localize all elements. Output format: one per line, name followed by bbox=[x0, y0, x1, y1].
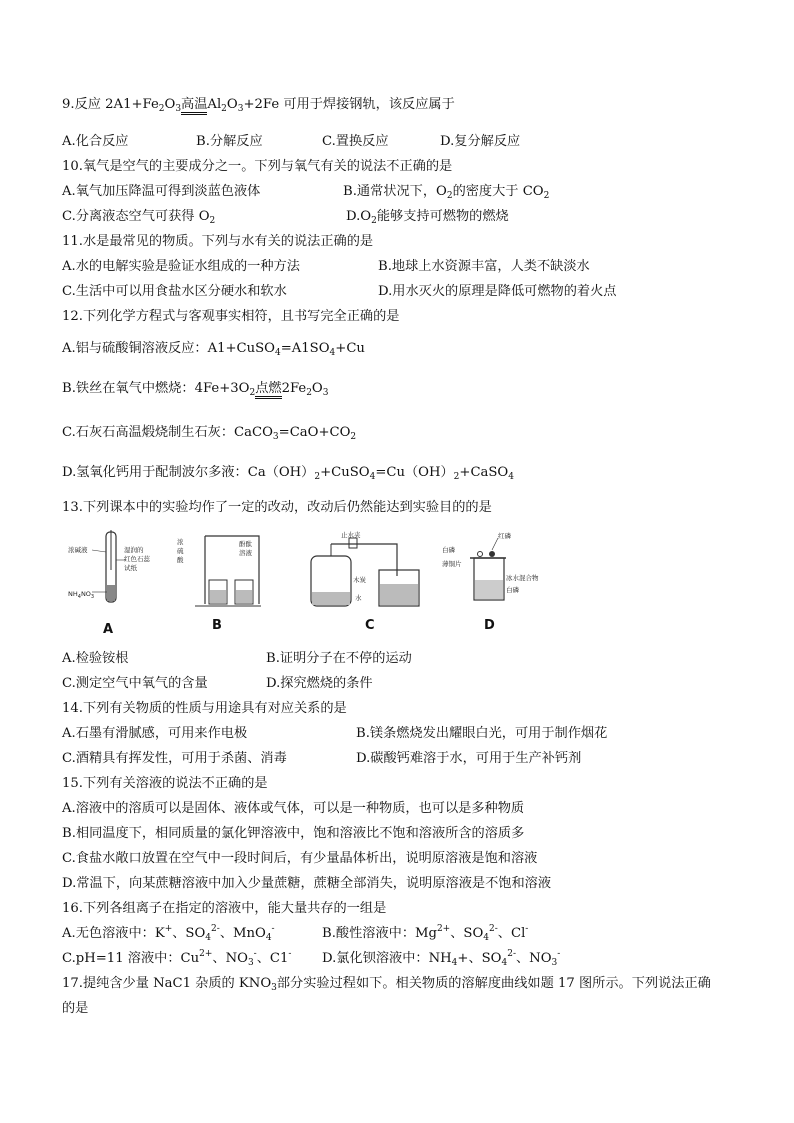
fig-b-label-5: 溶液 bbox=[239, 549, 252, 557]
q11-option-a: A.水的电解实验是验证水组成的一种方法 bbox=[62, 259, 300, 274]
q13-option-d: D.探究燃烧的条件 bbox=[266, 676, 373, 691]
q15-option-a: A.溶液中的溶质可以是固体、液体或气体，可以是一种物质，也可以是多种物质 bbox=[62, 801, 525, 816]
q14-stem: 14.下列有关物质的性质与用途具有对应关系的是 bbox=[62, 701, 347, 716]
q16-option-c: C.pH=11 溶液中：$Cu^{2+}$、$NO_3^-$、C1- bbox=[62, 949, 292, 968]
q16-stem: 16.下列各组离子在指定的溶液中，能大量共存的一组是 bbox=[62, 901, 387, 916]
q14-option-c: C.酒精具有挥发性，可用于杀菌、消毒 bbox=[62, 751, 287, 766]
fig-d-label-3: 薄铜片 bbox=[442, 560, 462, 568]
figure-a-label: A bbox=[103, 622, 114, 637]
q12-option-b: B.铁丝在氧气中燃烧：$4Fe+3O_2$点燃$2Fe_2O_3$ bbox=[62, 381, 329, 398]
figure-d-label: D bbox=[484, 618, 495, 633]
q16-option-d: D.氯化钡溶液中：$NH_4+$、$SO_4^{2-}$、$NO_3^-$ bbox=[322, 949, 561, 968]
fig-c-label-3: 水 bbox=[355, 594, 362, 602]
fig-d-label-2: 白磷 bbox=[442, 546, 455, 554]
fig-a-label-4: 试纸 bbox=[124, 564, 137, 572]
fig-c-label-1: 止水夹 bbox=[341, 531, 361, 539]
q13-stem: 13.下列课本中的实验均作了一定的改动，改动后仍然能达到实验目的的是 bbox=[62, 500, 492, 515]
q11-option-c: C.生活中可以用食盐水区分硬水和软水 bbox=[62, 284, 287, 299]
fig-b-label-4: 酚酞 bbox=[239, 540, 252, 548]
q9-option-a: A.化合反应 bbox=[62, 134, 129, 149]
q14-option-a: A.石墨有滑腻感，可用来作电极 bbox=[62, 726, 248, 741]
figure-b-label: B bbox=[212, 618, 222, 633]
q13-option-a: A.检验铵根 bbox=[62, 651, 129, 666]
svg-text:NH4NO3: $NH_4NO_3$ bbox=[68, 590, 95, 600]
q15-option-b: B.相同温度下，相同质量的氯化钾溶液中，饱和溶液比不饱和溶液所含的溶质多 bbox=[62, 826, 525, 841]
q9-stem: 9.反应 $2A1+Fe_2O_3$高温$Al_2O_3+2Fe$ 可用于焊接钢轨，该反应属于 bbox=[62, 97, 455, 114]
q14-option-d: D.碳酸钙难溶于水，可用于生产补钙剂 bbox=[356, 751, 582, 766]
reaction-condition: 点燃 bbox=[255, 381, 281, 399]
q11-stem: 11.水是最常见的物质。下列与水有关的说法正确的是 bbox=[62, 234, 374, 249]
fig-d-label-5: 白磷 bbox=[506, 586, 519, 594]
fig-a-label-3: 红色石蕊 bbox=[124, 555, 150, 563]
fig-a-label-5: NH bbox=[68, 590, 78, 598]
q16-option-a: A.无色溶液中：K+、$SO_4^{2-}$、MnO$_4$- bbox=[62, 924, 275, 943]
q9-option-d: D.复分解反应 bbox=[440, 134, 521, 149]
q15-stem: 15.下列有关溶液的说法不正确的是 bbox=[62, 776, 268, 791]
q9-option-c: C.置换反应 bbox=[322, 134, 389, 149]
q15-option-c: C.食盐水敞口放置在空气中一段时间后，有少量晶体析出，说明原溶液是饱和溶液 bbox=[62, 851, 538, 866]
q14-option-b: B.镁条燃烧发出耀眼白光，可用于制作烟花 bbox=[356, 726, 608, 741]
q9-option-b: B.分解反应 bbox=[196, 134, 263, 149]
q17-stem-line2: 的是 bbox=[62, 1001, 89, 1016]
fig-b-label-1: 浓 bbox=[177, 538, 184, 546]
q12-stem: 12.下列化学方程式与客观事实相符，且书写完全正确的是 bbox=[62, 309, 400, 324]
q10-option-c: C.分离液态空气可获得 $O_2$ bbox=[62, 209, 216, 226]
q11-option-b: B.地球上水资源丰富，人类不缺淡水 bbox=[378, 259, 590, 274]
q11-option-d: D.用水灭火的原理是降低可燃物的着火点 bbox=[378, 284, 617, 299]
q16-option-b: B.酸性溶液中：$Mg^{2+}$、$SO_4^{2-}$、Cl- bbox=[322, 924, 529, 943]
fig-b-label-2: 硫 bbox=[177, 547, 184, 555]
q12-option-a: A.铝与硫酸铜溶液反应：$A1+CuSO_4=A1SO_4+Cu$ bbox=[62, 341, 365, 358]
figure-a-ammonium-test bbox=[62, 530, 154, 620]
q13-option-c: C.测定空气中氧气的含量 bbox=[62, 676, 208, 691]
figure-c-label: C bbox=[365, 618, 375, 633]
figure-d-combustion bbox=[440, 530, 550, 610]
q17-stem-line1: 17.提纯含少量 NaC1 杂质的 $KNO_3$部分实验过程如下。相关物质的溶解度曲线如题 17 图所示。下列说法正确 bbox=[62, 976, 711, 993]
fig-d-label-4: 冰水混合物 bbox=[506, 574, 539, 582]
q15-option-d: D.常温下，向某蔗糖溶液中加入少量蔗糖，蔗糖全部消失，说明原溶液是不饱和溶液 bbox=[62, 876, 552, 891]
q10-option-d: $D.O_2$能够支持可燃物的燃烧 bbox=[346, 209, 509, 226]
q10-option-b: B.通常状况下，$O_2$的密度大于 $CO_2$ bbox=[343, 184, 550, 201]
fig-d-label-1: 红磷 bbox=[498, 532, 511, 540]
q10-stem: 10.氧气是空气的主要成分之一。下列与氧气有关的说法不正确的是 bbox=[62, 159, 453, 174]
fig-a-label-1: 浓碱液 bbox=[68, 546, 88, 554]
figure-b-molecule-motion bbox=[175, 532, 265, 612]
fig-a-label-2: 湿润的 bbox=[124, 546, 144, 554]
q12-option-d: D.氢氧化钙用于配制波尔多液：$Ca(OH)_2+CuSO_4=Cu(OH)_2+CaSO_4$ bbox=[62, 465, 514, 482]
fig-a-label-6: NO bbox=[80, 590, 91, 598]
reaction-condition: 高温 bbox=[181, 97, 207, 115]
fig-b-label-3: 酸 bbox=[177, 556, 184, 564]
fig-c-label-2: 木炭 bbox=[353, 576, 366, 584]
figure-c-oxygen-content bbox=[305, 530, 425, 610]
q10-option-a: A.氧气加压降温可得到淡蓝色液体 bbox=[62, 184, 261, 199]
q12-option-c: C.石灰石高温煅烧制生石灰：$CaCO_3=CaO+CO_2$ bbox=[62, 425, 357, 442]
q13-option-b: B.证明分子在不停的运动 bbox=[266, 651, 412, 666]
